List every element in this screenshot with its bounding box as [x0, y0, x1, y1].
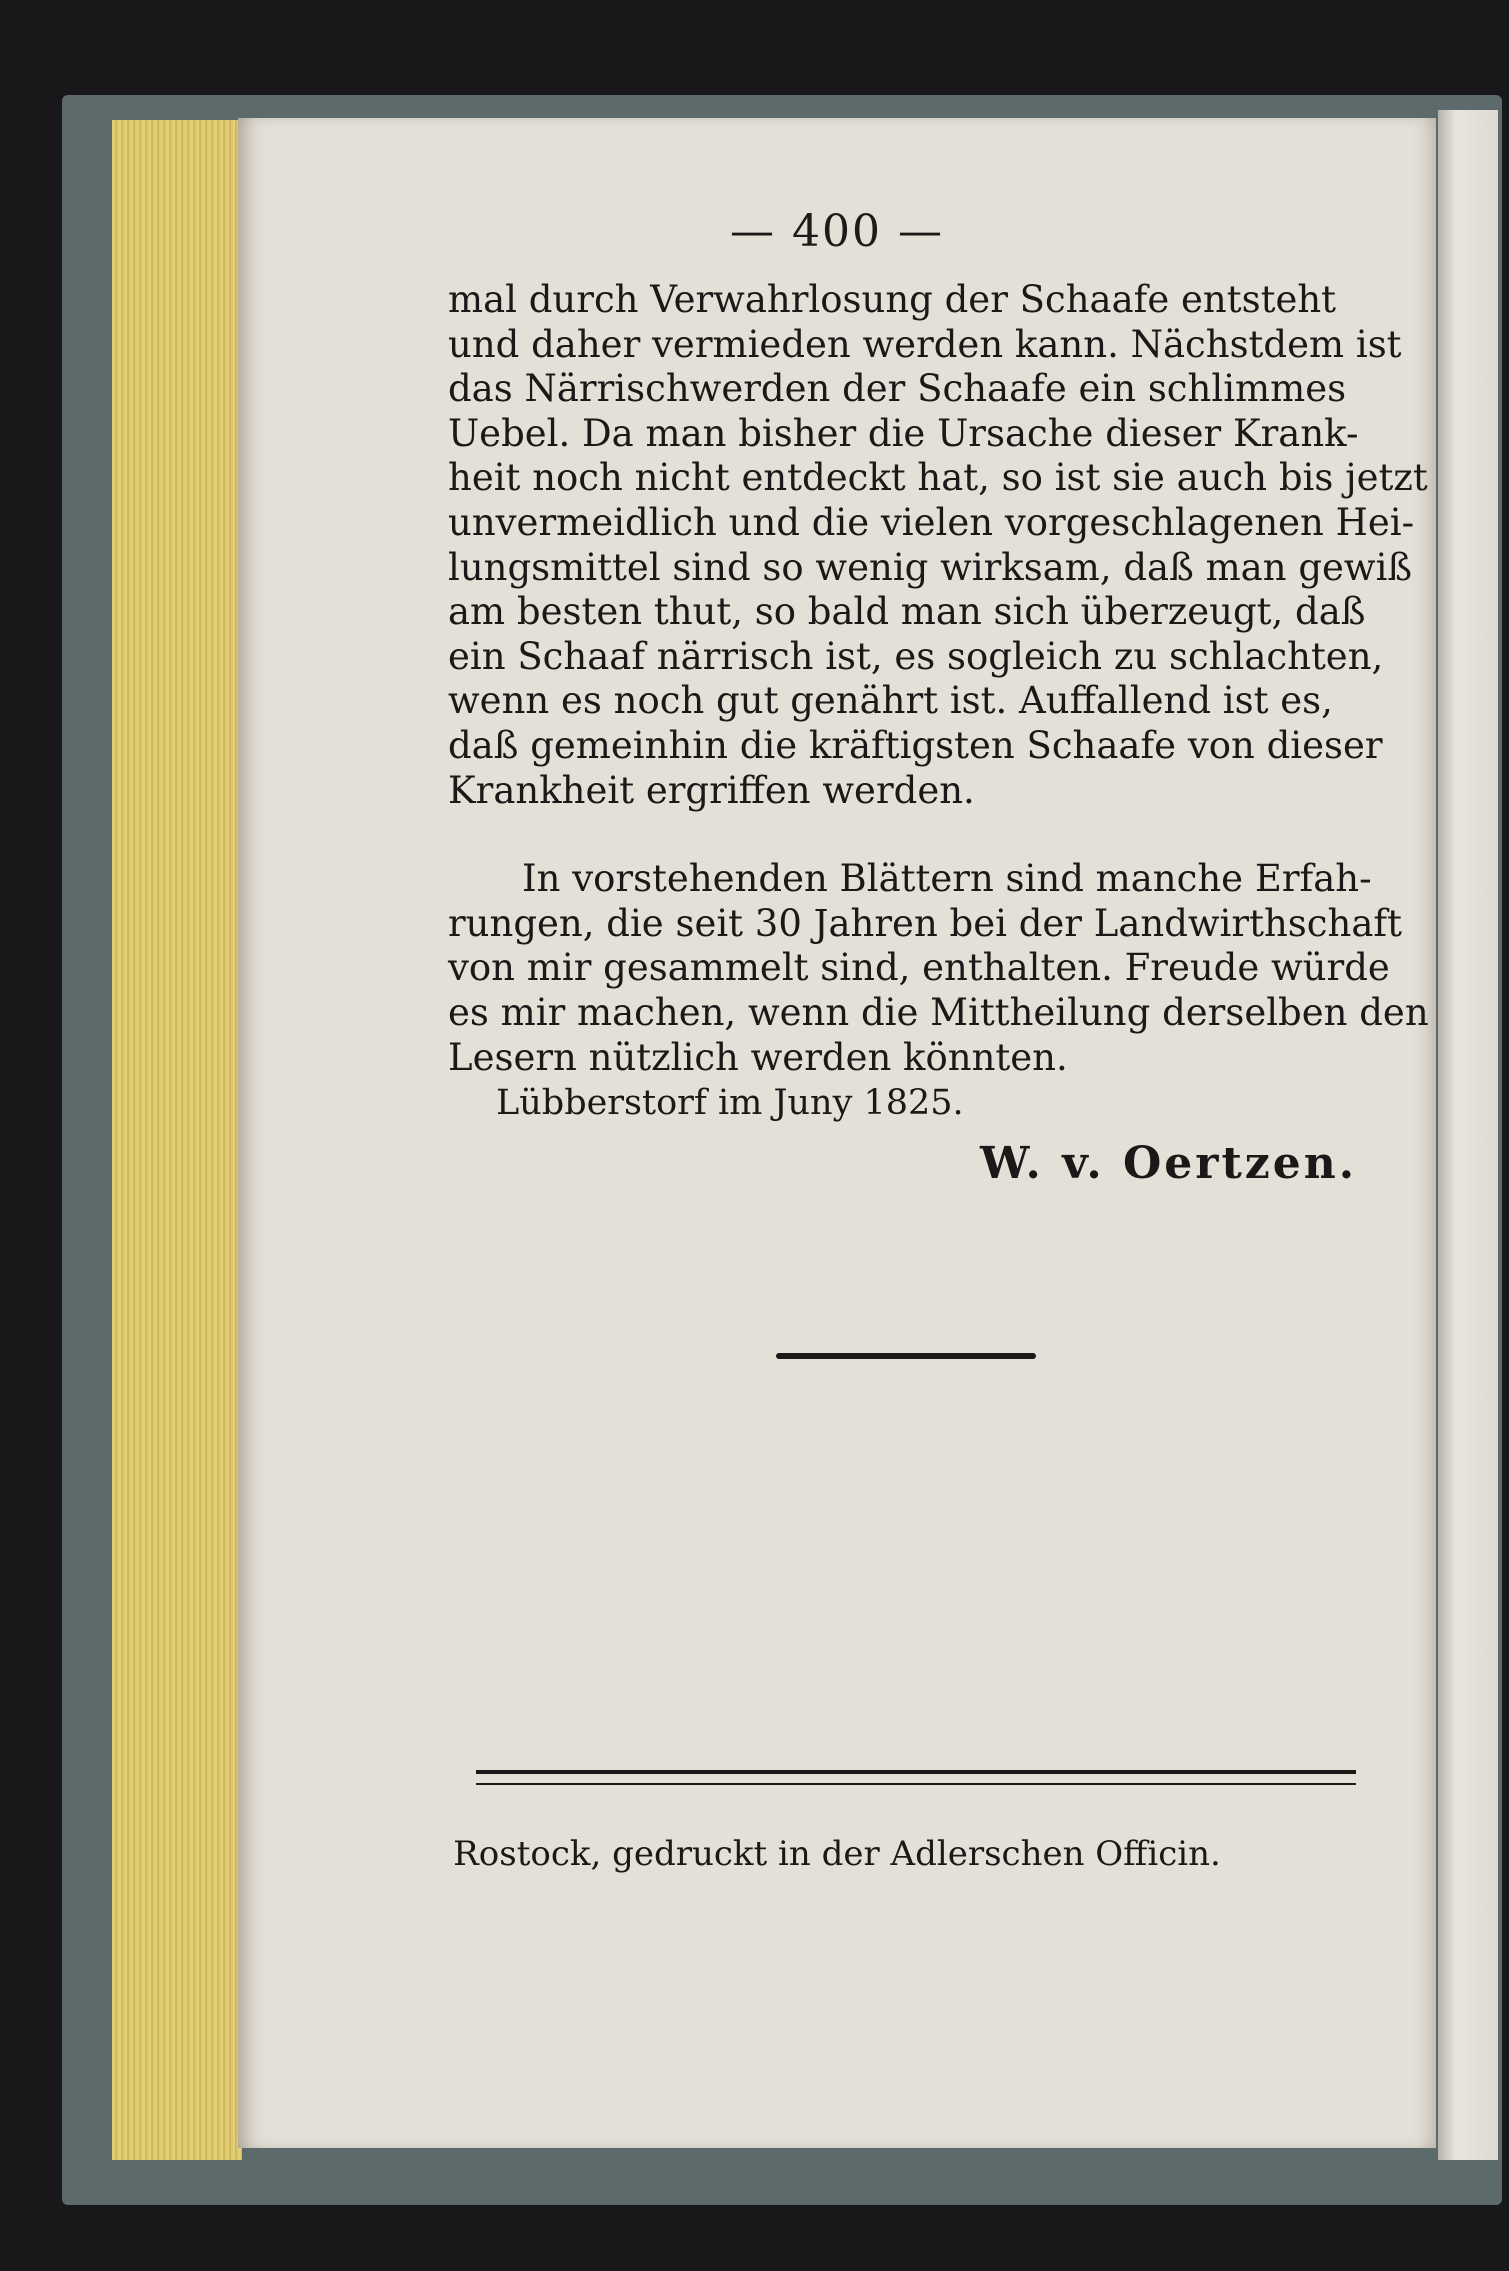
text-line: lungsmittel sind so wenig wirksam, daß man gewiß	[448, 545, 1413, 589]
paragraph	[448, 857, 1429, 1080]
book-page	[238, 118, 1436, 2148]
text-line: ein Schaaf närrisch ist, es sogleich zu schlachten,	[448, 634, 1384, 678]
text-line: unvermeidlich und die vielen vorgeschlagenen Hei-	[448, 500, 1415, 544]
text-line: das Närrischwerden der Schaafe ein schlimmes	[448, 367, 1347, 411]
body-text	[448, 278, 1429, 1080]
printer-imprint: Rostock, gedruckt in der Adlerschen Officin.	[453, 1834, 1221, 1874]
paragraph	[448, 278, 1428, 813]
text-line: Uebel. Da man bisher die Ursache dieser Krank-	[448, 411, 1359, 455]
ornament-rule	[776, 1353, 1036, 1359]
paragraph-gap	[448, 813, 1328, 857]
text-line: In vorstehenden Blättern sind manche Erfah-	[522, 857, 1372, 901]
text-line: wenn es noch gut genährt ist. Auffallend ist es,	[448, 679, 1333, 723]
text-line: daß gemeinhin die kräftigsten Schaafe von dieser	[448, 723, 1383, 767]
double-rule	[476, 1770, 1356, 1785]
place-date: Lübberstorf im Juny 1825.	[496, 1083, 964, 1123]
page-edges	[112, 120, 242, 2160]
text-line: mal durch Verwahrlosung der Schaafe entsteht	[448, 278, 1337, 321]
text-line: Lesern nützlich werden könnten.	[448, 1035, 1068, 1079]
facing-page-edge	[1438, 110, 1498, 2160]
text-line: Krankheit ergriffen werden.	[448, 768, 975, 812]
page-number: — 400 —	[730, 206, 944, 257]
text-line: rungen, die seit 30 Jahren bei der Landwirthschaft	[448, 901, 1402, 945]
text-line: und daher vermieden werden kann. Nächstdem ist	[448, 322, 1402, 366]
text-line: heit noch nicht entdeckt hat, so ist sie auch bis jetzt	[448, 456, 1428, 500]
text-line: am besten thut, so bald man sich überzeugt, daß	[448, 590, 1366, 634]
signature: W. v. Oertzen.	[980, 1138, 1358, 1189]
text-line: es mir machen, wenn die Mittheilung derselben den	[448, 990, 1429, 1034]
text-line: von mir gesammelt sind, enthalten. Freude würde	[448, 946, 1390, 990]
